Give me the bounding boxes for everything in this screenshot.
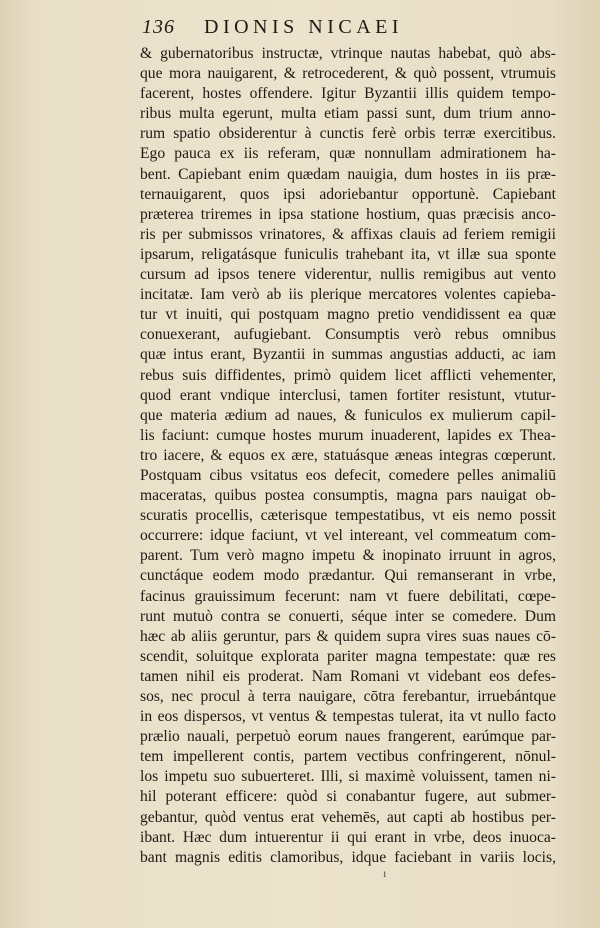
text-line: rebus suis diffidentes, primò quidem licet afflicti vehementer, (140, 366, 556, 384)
text-line: que mora nauigarent, & retrocederent, & quò possent, vtrumuis (140, 65, 556, 83)
text-line: & gubernatoribus instructæ, vtrinque nautas habebat, quò abs- (140, 45, 556, 62)
signature-mark: ı (383, 866, 387, 880)
text-line: facerent, hostes offendere. Igitur Byzantii illis quidem tempo- (140, 85, 556, 103)
text-line: tamen nihil eis proderat. Nam Romani vt videbant eos defes- (140, 667, 556, 685)
text-line: sos, nec procul à terra nauigare, cōtra ferebantur, irruebántque (140, 688, 556, 705)
text-line: rum spatio obsiderentur à cunctis ferè orbis terræ exercitibus. (140, 125, 556, 143)
text-line: hil poterant efficere: quòd si conabantur fugere, aut submer- (140, 788, 556, 806)
text-line: lis faciunt: cumque hostes murum inuaderent, lapides ex Thea- (140, 426, 556, 444)
text-line: incitatæ. Iam verò ab iis plerique mercatores volentes capieba- (140, 286, 556, 304)
text-line: cunctáque eodem modo prædantur. Qui remanserant in vrbe, (140, 567, 556, 585)
page-header (142, 16, 542, 42)
text-line: tro iacere, & equos ex ære, statuásque æneas integras cœperunt. (140, 446, 556, 464)
text-line: tur vt inuiti, qui postquam magno pretio vendidissent ea quæ (140, 306, 556, 324)
text-line: conuexerant, aufugiebant. Consumptis verò rebus omnibus (140, 326, 556, 344)
text-line: facinus grauissimum fecerunt: nam vt fuere debilitati, cœpe- (140, 587, 556, 605)
text-line: tem impellerent contis, partem vectibus confringerent, nōnul- (140, 748, 556, 766)
text-line: parent. Tum verò magno impetu & inopinato irruunt in agros, (140, 547, 556, 565)
text-line: bent. Capiebant enim quædam nauigia, dum hostes in iis præ- (140, 165, 556, 183)
text-line: ternauigarent, quos ipsi adoriebantur opportunè. Capiebant (140, 185, 556, 203)
text-line: ribus multa egerunt, multa etiam passi sunt, dum trium anno- (140, 105, 556, 123)
text-line: ipsarum, religatásque funiculis trahebant ita, vt illæ sua sponte (140, 245, 556, 263)
text-line: in eos dispersos, vt ventus & tempestas tulerat, ita vt nullo facto (140, 708, 556, 726)
text-line: Postquam cibus vsitatus eos defecit, comedere pelles animaliū (140, 466, 556, 484)
text-line: scuratis procellis, cæterisque tempestatibus, vt eis nemo possit (140, 507, 556, 525)
text-line: hæc ab aliis geruntur, pars & quidem supra vires suas naues cō- (140, 627, 556, 645)
page-number: 136 (142, 16, 175, 38)
text-line: ibant. Hæc dum intuerentur ii qui erant in vrbe, deos inuoca- (140, 828, 556, 846)
text-line: los impetu suo subuerteret. Illi, si maximè voluissent, tamen ni- (140, 768, 556, 786)
body-text (140, 44, 556, 868)
text-line: gebantur, quòd ventus erat vehemēs, aut capti ab hostibus per- (140, 808, 556, 826)
text-line: quæ intus erant, Byzantii in summas angustias adducti, ac iam (140, 346, 556, 364)
text-line: runt mutuò contra se conuerti, séque inter se comedere. Dum (140, 607, 556, 625)
text-line: ris per submissos vrinatores, & affixas clauis ad feriem remigii (140, 225, 556, 243)
text-line: Ego pauca ex iis referam, quæ nonnullam admirationem ha- (140, 145, 556, 163)
text-line: que materia ædium ad naues, & funiculos ex mulierum capil- (140, 406, 556, 424)
text-line: quod erant vndique interclusi, tamen fortiter resistunt, vtutur- (140, 386, 556, 404)
text-line: occurrere: idque faciunt, vt vel intereant, vel commeatum com- (140, 527, 556, 545)
text-line: præterea triremes in ipsa statione hostium, quas præcisis anco- (140, 205, 556, 223)
text-line: cursum ad ipsos tenere viderentur, nullis remigibus aut vento (140, 266, 556, 284)
running-head: DIONIS NICAEI (204, 16, 404, 38)
text-line: scendit, soluitque explorata pariter magna tempestate: quæ res (140, 647, 556, 665)
text-line: maceratas, quibus postea consumptis, magna pars nauigat ob- (140, 487, 556, 505)
text-line: prælio nauali, perpetuò eorum naues frangerent, earúmque par- (140, 728, 556, 746)
text-line: bant magnis editis clamoribus, idque faciebant in variis locis, (140, 848, 556, 866)
